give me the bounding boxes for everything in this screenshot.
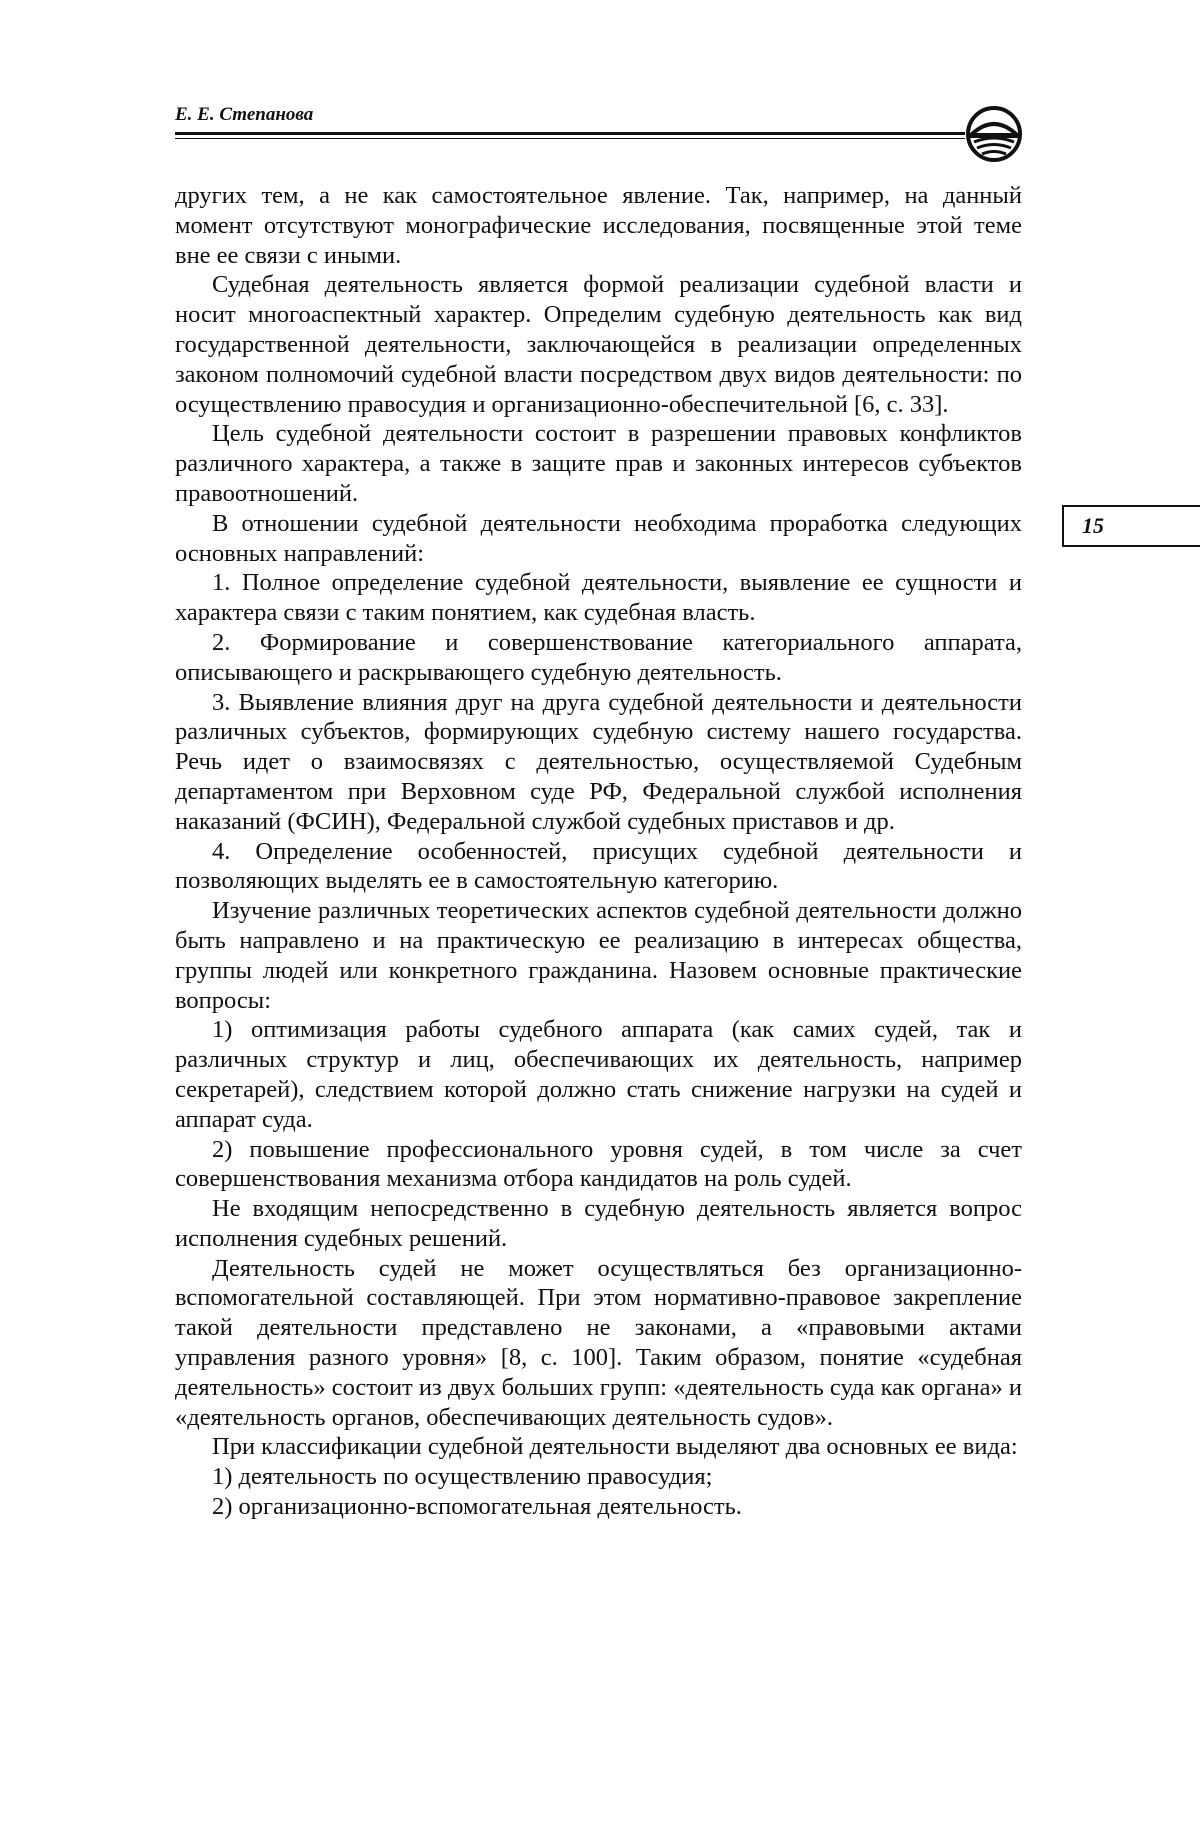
- list-item: 1) оптимизация работы судебного аппарата (как самих судей, так и различных структур и лиц, обеспечивающих их деятельность, например секретарей), следствием которой должно стать снижение нагрузки на судей и аппарат суда.: [175, 1016, 1022, 1133]
- paragraph: Изучение различных теоретических аспектов судебной деятельности должно быть направлено и на практическую ее реализацию в интересах общества, группы людей или конкретного гражданина. Назовем основные практические вопросы:: [175, 897, 1022, 1014]
- paragraph: В отношении судебной деятельности необходима проработка следующих основных направлений:: [175, 509, 1022, 567]
- list-item: 2) организационно-вспомогательная деятельность.: [212, 1493, 742, 1521]
- paragraph: других тем, а не как самостоятельное явление. Так, например, на данный момент отсутствуют монографические исследования, посвященные этой теме вне ее связи с иными.: [175, 182, 1022, 269]
- header-rule-thick: [175, 132, 965, 135]
- list-item: 1. Полное определение судебной деятельности, выявление ее сущности и характера связи с таким понятием, как судебная власть.: [175, 569, 1022, 627]
- page-number-tab: [1062, 505, 1200, 547]
- list-item: 1) деятельность по осуществлению правосудия;: [212, 1463, 713, 1491]
- paragraph: При классификации судебной деятельности выделяют два основных ее вида:: [212, 1433, 1018, 1461]
- paragraph: Судебная деятельность является формой реализации судебной власти и носит многоаспектный характер. Определим судебную деятельность как вид государственной деятельности, заключающейся в реализации определенных законом полномочий судебной власти посредством двух видов деятельности: по осуществлению правосудия и организационно-обеспечительной [6, с. 33].: [175, 271, 1022, 418]
- main-text: [175, 181, 1022, 1522]
- paragraph: Цель судебной деятельности состоит в разрешении правовых конфликтов различного характера, а также в защите прав и законных интересов субъектов правоотношений.: [175, 420, 1022, 507]
- paragraph: Не входящим непосредственно в судебную деятельность является вопрос исполнения судебных решений.: [175, 1195, 1022, 1252]
- page-number: 15: [1082, 513, 1104, 538]
- publisher-logo-icon: [964, 104, 1024, 164]
- list-item: 2) повышение профессионального уровня судей, в том числе за счет совершенствования механизма отбора кандидатов на роль судей.: [175, 1135, 1022, 1193]
- list-item: 2. Формирование и совершенствование категориального аппарата, описывающего и раскрывающего судебную деятельность.: [175, 628, 1022, 686]
- header-rule-thin: [175, 138, 965, 139]
- running-head-author: Е. Е. Степанова: [175, 104, 314, 125]
- list-item: 4. Определение особенностей, присущих судебной деятельности и позволяющих выделять ее в самостоятельную категорию.: [175, 837, 1022, 895]
- paragraph: Деятельность судей не может осуществляться без организационно-вспомогательной составляющей. При этом нормативно-правовое закрепление такой деятельности представлено не законами, а «правовыми актами управления разного уровня» [8, с. 100]. Таким образом, понятие «судебная деятельность» состоит из двух больших групп: «деятельность суда как органа» и «деятельность органов, обеспечивающих деятельность судов».: [175, 1254, 1022, 1431]
- list-item: 3. Выявление влияния друг на друга судебной деятельности и деятельности различных субъектов, формирующих судебную систему нашего государства. Речь идет о взаимосвязях с деятельностью, осуществляемой Судебным департаментом при Верховном суде РФ, Федеральной службой исполнения наказаний (ФСИН), Федеральной службой судебных приставов и др.: [175, 688, 1022, 835]
